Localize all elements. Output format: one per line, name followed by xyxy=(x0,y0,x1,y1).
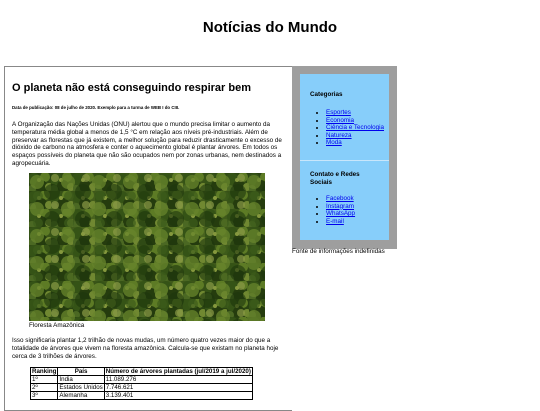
sidebar xyxy=(292,66,397,249)
article-intro-paragraph: A Organização das Nações Unidas (ONU) alertou que o mundo precisa limitar o aumento da temperatura média global a menos de 1,5 °C em relação aos níveis pré-industriais. Além de preservar as florestas que já existem, a melhor solução para reduzir drasticamente o excesso de dióxido de carbono na atmosfera e conter o aquecimento global é plantar árvores. Em todos os espaços possíveis do planeta que não são ocupados nem por zonas urbanas, nem destinados a agropecuária. xyxy=(12,121,282,167)
table-cell: 3.139.401 xyxy=(104,392,252,400)
table-cell: Estados Unidos xyxy=(59,384,103,391)
image-caption: Floresta Amazônica xyxy=(29,322,85,329)
table-header-cell: Número de árvores plantadas (jul/2019 a jul/2020) xyxy=(105,368,251,375)
list-item xyxy=(326,124,384,132)
site-title: Notícias do Mundo xyxy=(202,19,338,36)
table-cell: 3º xyxy=(31,392,58,400)
trees-planted-table xyxy=(30,367,253,400)
list-item xyxy=(326,132,384,140)
table-header-row xyxy=(31,368,253,376)
social-link-facebook[interactable]: Facebook xyxy=(326,195,354,202)
article-section xyxy=(4,66,292,411)
categories-list xyxy=(310,109,384,147)
list-item xyxy=(326,117,384,125)
category-link-moda[interactable]: Moda xyxy=(326,139,342,147)
table-cell: 7.746.621 xyxy=(104,384,252,392)
source-note: Fonte de informações indefinidas xyxy=(292,248,385,255)
article-title: O planeta não está conseguindo respirar bem xyxy=(12,82,252,94)
table-cell: Alemanha xyxy=(58,392,104,400)
table-cell: 1º xyxy=(31,376,58,384)
list-item xyxy=(326,218,355,226)
table-row xyxy=(31,376,253,384)
list-item xyxy=(326,203,355,211)
list-item xyxy=(326,139,384,147)
table-cell: 11.089.276 xyxy=(104,376,252,384)
social-link-email[interactable]: E-mail xyxy=(326,217,344,225)
publication-date: Data de publicação: 08 de julho de 2020. Exemplo para a turma de WEB I do CIII. xyxy=(12,105,180,110)
table-cell: Índia xyxy=(58,376,104,384)
category-link-economia[interactable]: Economia xyxy=(326,116,355,124)
sidebar-inner xyxy=(300,74,389,240)
category-link-esportes[interactable]: Esportes xyxy=(326,109,351,116)
article-paragraph-2: Isso significaria plantar 1,2 trilhão de novas mudas, um número quatro vezes maior do que a totalidade de árvores que vivem na floresta amazônica. Calcula-se que existam no planeta hoje cerca de 3 trilhões de árvores. xyxy=(12,337,279,360)
list-item xyxy=(326,109,384,117)
social-list xyxy=(310,195,355,225)
social-heading: Contato e Redes Sociais xyxy=(310,171,360,186)
table-header-cell: Ranking xyxy=(32,368,57,375)
social-link-instagram[interactable]: Instagram xyxy=(326,202,354,210)
list-item xyxy=(326,195,355,203)
category-link-ciencia-tecnologia[interactable]: Ciência e Tecnologia xyxy=(326,124,384,132)
sidebar-divider xyxy=(300,160,389,161)
table-header-cell: País xyxy=(58,368,104,376)
table-row xyxy=(31,384,253,392)
forest-image xyxy=(29,173,265,321)
category-link-natureza[interactable]: Natureza xyxy=(326,131,352,139)
list-item xyxy=(326,210,355,218)
table-row xyxy=(31,392,253,400)
categories-heading: Categorias xyxy=(310,91,343,98)
social-link-whatsapp[interactable]: WhatsApp xyxy=(326,210,356,218)
table-cell: 2º xyxy=(31,384,58,392)
